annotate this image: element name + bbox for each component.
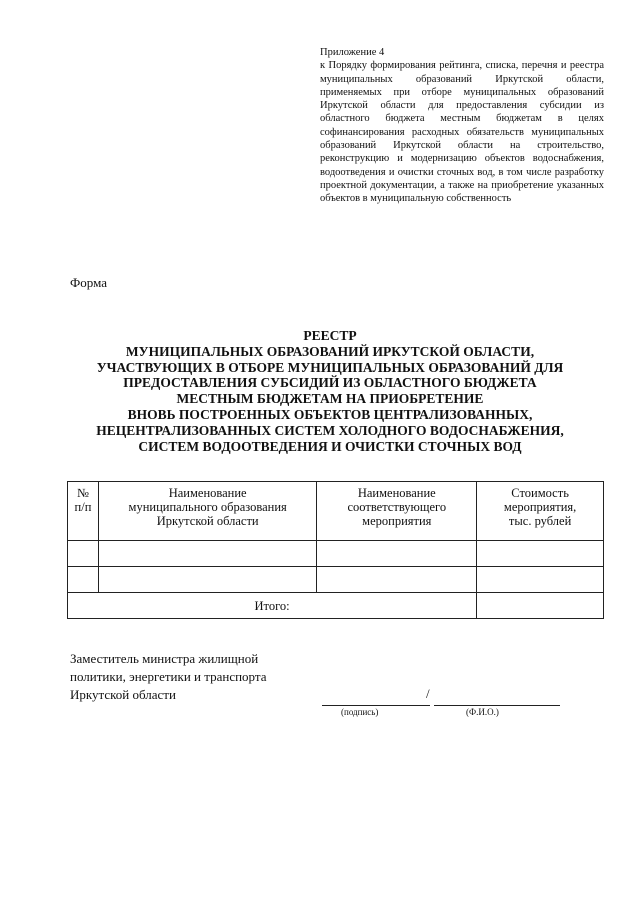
total-label: Итого: [68, 593, 477, 619]
table-cell [317, 567, 477, 593]
col-header-municipality [98, 482, 317, 541]
document-title [60, 328, 600, 454]
table-row [68, 541, 604, 567]
col-header-measure [317, 482, 477, 541]
title-line: ВНОВЬ ПОСТРОЕННЫХ ОБЪЕКТОВ ЦЕНТРАЛИЗОВАННЫХ, [127, 406, 533, 422]
name-field-line [434, 705, 560, 706]
title-line: РЕЕСТР [303, 328, 357, 343]
signature-caption: (подпись) [341, 707, 379, 717]
table-cell [98, 567, 317, 593]
signature-line: Заместитель министра жилищной [70, 651, 259, 666]
header-line: соответствующего [347, 500, 447, 514]
title-line: МУНИЦИПАЛЬНЫХ ОБРАЗОВАНИЙ ИРКУТСКОЙ ОБЛАСТИ, [125, 343, 535, 359]
form-label: Форма [70, 275, 107, 290]
signature-field-line [322, 705, 430, 706]
header-line: тыс. рублей [508, 514, 572, 528]
appendix-title: Приложение 4 [320, 47, 385, 58]
appendix-text: к Порядку формирования рейтинга, списка, перечня и реестра муниципальных образований Иркутской области, применяемых при отборе муниципальных образований Иркутской области для предоставления субсидии из областного бюджета местным бюджетам в целях софинансирования расходных обязательств муниципальных образований Иркутской области на строительство, реконструкцию и модернизацию объектов водоснабжения, водоотведения и очистки сточных вод, в том числе разработку проектной документации, а также на приобретение указанных объектов в муниципальную собственность [320, 60, 604, 205]
signature-block [70, 650, 266, 704]
table-cell [317, 541, 477, 567]
header-line: п/п [74, 500, 92, 514]
signature-separator: / [426, 686, 430, 701]
title-line: ПРЕДОСТАВЛЕНИЯ СУБСИДИЙ ИЗ ОБЛАСТНОГО БЮДЖЕТА [123, 375, 537, 391]
header-line: Стоимость [511, 486, 569, 500]
signature-line: Иркутской области [70, 687, 176, 702]
table-cell [68, 567, 99, 593]
title-line: МЕСТНЫМ БЮДЖЕТАМ НА ПРИОБРЕТЕНИЕ [176, 391, 484, 407]
table-cell [477, 567, 604, 593]
header-line: Наименование [357, 486, 436, 500]
header-line: мероприятия [362, 514, 432, 528]
table-cell [98, 541, 317, 567]
table-header-row [68, 482, 604, 541]
header-line: муниципального образования [128, 500, 287, 514]
header-line: № [76, 486, 89, 500]
total-value-cell [477, 593, 604, 619]
col-header-number [68, 482, 99, 541]
header-line: Наименование [168, 486, 247, 500]
title-line: СИСТЕМ ВОДООТВЕДЕНИЯ И ОЧИСТКИ СТОЧНЫХ ВОД [138, 438, 522, 454]
table-cell [68, 541, 99, 567]
table-total-row [68, 593, 604, 619]
name-caption: (Ф.И.О.) [466, 707, 499, 717]
header-line: Иркутской области [156, 514, 259, 528]
header-line: мероприятия, [503, 500, 577, 514]
title-line: УЧАСТВУЮЩИХ В ОТБОРЕ МУНИЦИПАЛЬНЫХ ОБРАЗОВАНИЙ ДЛЯ [96, 359, 564, 375]
col-header-cost [477, 482, 604, 541]
title-line: НЕЦЕНТРАЛИЗОВАННЫХ СИСТЕМ ХОЛОДНОГО ВОДОСНАБЖЕНИЯ, [96, 422, 564, 438]
table-row [68, 567, 604, 593]
signature-line: политики, энергетики и транспорта [70, 669, 267, 684]
table-cell [477, 541, 604, 567]
registry-table [67, 481, 604, 619]
appendix-block [320, 46, 604, 206]
